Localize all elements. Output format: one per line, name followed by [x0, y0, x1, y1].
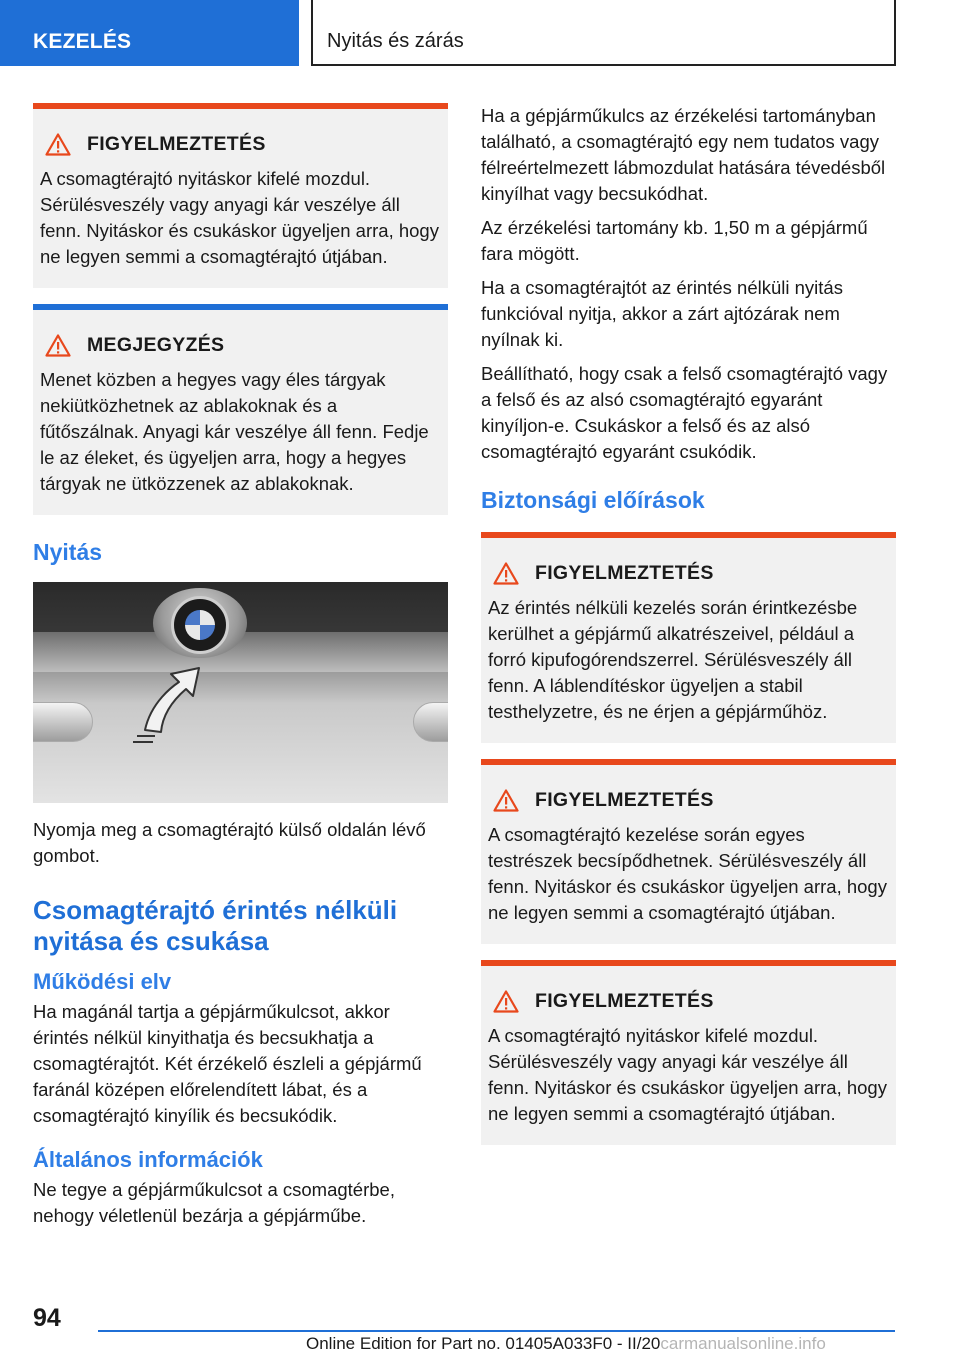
warning-box	[481, 532, 896, 743]
warning-text: A csomagtérajtó nyitáskor kifelé mozdul. Sérülésveszély vagy anyagi kár veszélye áll fenn. Nyitáskor és csukáskor ügyeljen arra, hogy ne legyen semmi a csomagtérajtó útjában.	[40, 168, 439, 267]
warning-title: FIGYELMEZTETÉS	[87, 133, 266, 155]
left-column	[33, 103, 448, 1237]
warning-title: FIGYELMEZTETÉS	[535, 789, 714, 811]
footer-edition	[306, 1334, 826, 1354]
warning-triangle-icon	[493, 789, 519, 812]
warning-text: A csomagtérajtó kezelése során egyes testrészek becsípődhetnek. Sérülésveszély áll fenn. Nyitáskor és csukáskor ügyeljen arra, hogy ne legyen semmi a csomagtérajtó útjában.	[488, 824, 887, 923]
mukodesi-text: Ha magánál tartja a gépjárműkulcsot, akkor érintés nélkül kinyithatja és becsukhatja a csomagtérajtót. Két érzékelő észleli a gépjármű faránál középen előrelendített lábat, és a csomagtérajtó kinyílik és becsukódik.	[33, 1001, 422, 1126]
chapter-title: Nyitás és zárás	[311, 0, 896, 66]
section-tab: KEZELÉS	[0, 0, 299, 66]
watermark-text: carmanualsonline.info	[660, 1334, 826, 1353]
tailgate-button-photo	[33, 582, 448, 803]
mukodesi-heading: Működési elv	[33, 969, 172, 994]
warning-title: FIGYELMEZTETÉS	[535, 562, 714, 584]
paragraph: Beállítható, hogy csak a felső csomagtérajtó vagy a felső és az alsó csomagtérajtó egyaránt kinyíljon-e. Csukáskor a felső és az alsó csomagtérajtó egyaránt csukódik.	[481, 363, 888, 462]
warning-box	[481, 759, 896, 944]
altalanos-text: Ne tegye a gépjárműkulcsot a csomagtérbe, nehogy véletlenül bezárja a gépjárműbe.	[33, 1179, 395, 1226]
warning-text: A csomagtérajtó nyitáskor kifelé mozdul. Sérülésveszély vagy anyagi kár veszélye áll fenn. Nyitáskor és csukáskor ügyeljen arra, hogy ne legyen semmi a csomagtérajtó útjában.	[488, 1025, 887, 1124]
paragraph: Az érzékelési tartomány kb. 1,50 m a gépjármű fara mögött.	[481, 217, 868, 264]
note-box	[33, 304, 448, 515]
warning-triangle-icon	[493, 562, 519, 585]
right-column	[481, 103, 896, 1161]
warning-triangle-icon	[493, 990, 519, 1013]
warning-title: FIGYELMEZTETÉS	[535, 990, 714, 1012]
press-arrow-icon	[33, 582, 448, 803]
page-number: 94	[33, 1304, 61, 1332]
main-heading: Csomagtérajtó érintés nélküli nyitása és csukása	[33, 895, 398, 956]
warning-triangle-icon	[45, 133, 71, 156]
image-caption: Nyomja meg a csomagtérajtó külső oldalán lévő gombot.	[33, 819, 426, 866]
altalanos-heading: Általános információk	[33, 1147, 263, 1172]
note-text: Menet közben a hegyes vagy éles tárgyak nekiütközhetnek az ablakoknak és a fűtőszálnak. Anyagi kár veszélye áll fenn. Fedje le az éleket, és ügyeljen arra, hogy a hegyes tárgyak ne ütközzenek az ablakoknak.	[40, 369, 429, 494]
warning-text: Az érintés nélküli kezelés során érintkezésbe kerülhet a gépjármű alkatrészeivel, például a forró kipufogórendszerrel. Sérülésveszély áll fenn. A láblendítéskor ügyeljen a stabil testhelyzetre, és ne érjen a gépjárműhöz.	[488, 597, 858, 722]
paragraph: Ha a gépjárműkulcs az érzékelési tartományban található, a csomagtérajtó egy nem tudatos vagy félreértelmezett lábmozdulat hatására tévedésből kinyílhat vagy becsukódhat.	[481, 105, 886, 204]
note-title: MEGJEGYZÉS	[87, 334, 225, 356]
warning-box	[33, 103, 448, 288]
warning-box	[481, 960, 896, 1145]
warning-triangle-icon	[45, 334, 71, 357]
paragraph: Ha a csomagtérajtót az érintés nélküli nyitás funkcióval nyitja, akkor a zárt ajtózárak nem nyílnak ki.	[481, 277, 843, 350]
footer-divider	[98, 1330, 895, 1332]
edition-text: Online Edition for Part no. 01405A033F0 - II/20	[306, 1334, 661, 1353]
nyitas-heading: Nyitás	[33, 539, 103, 565]
biztonsagi-heading: Biztonsági előírások	[481, 487, 705, 513]
